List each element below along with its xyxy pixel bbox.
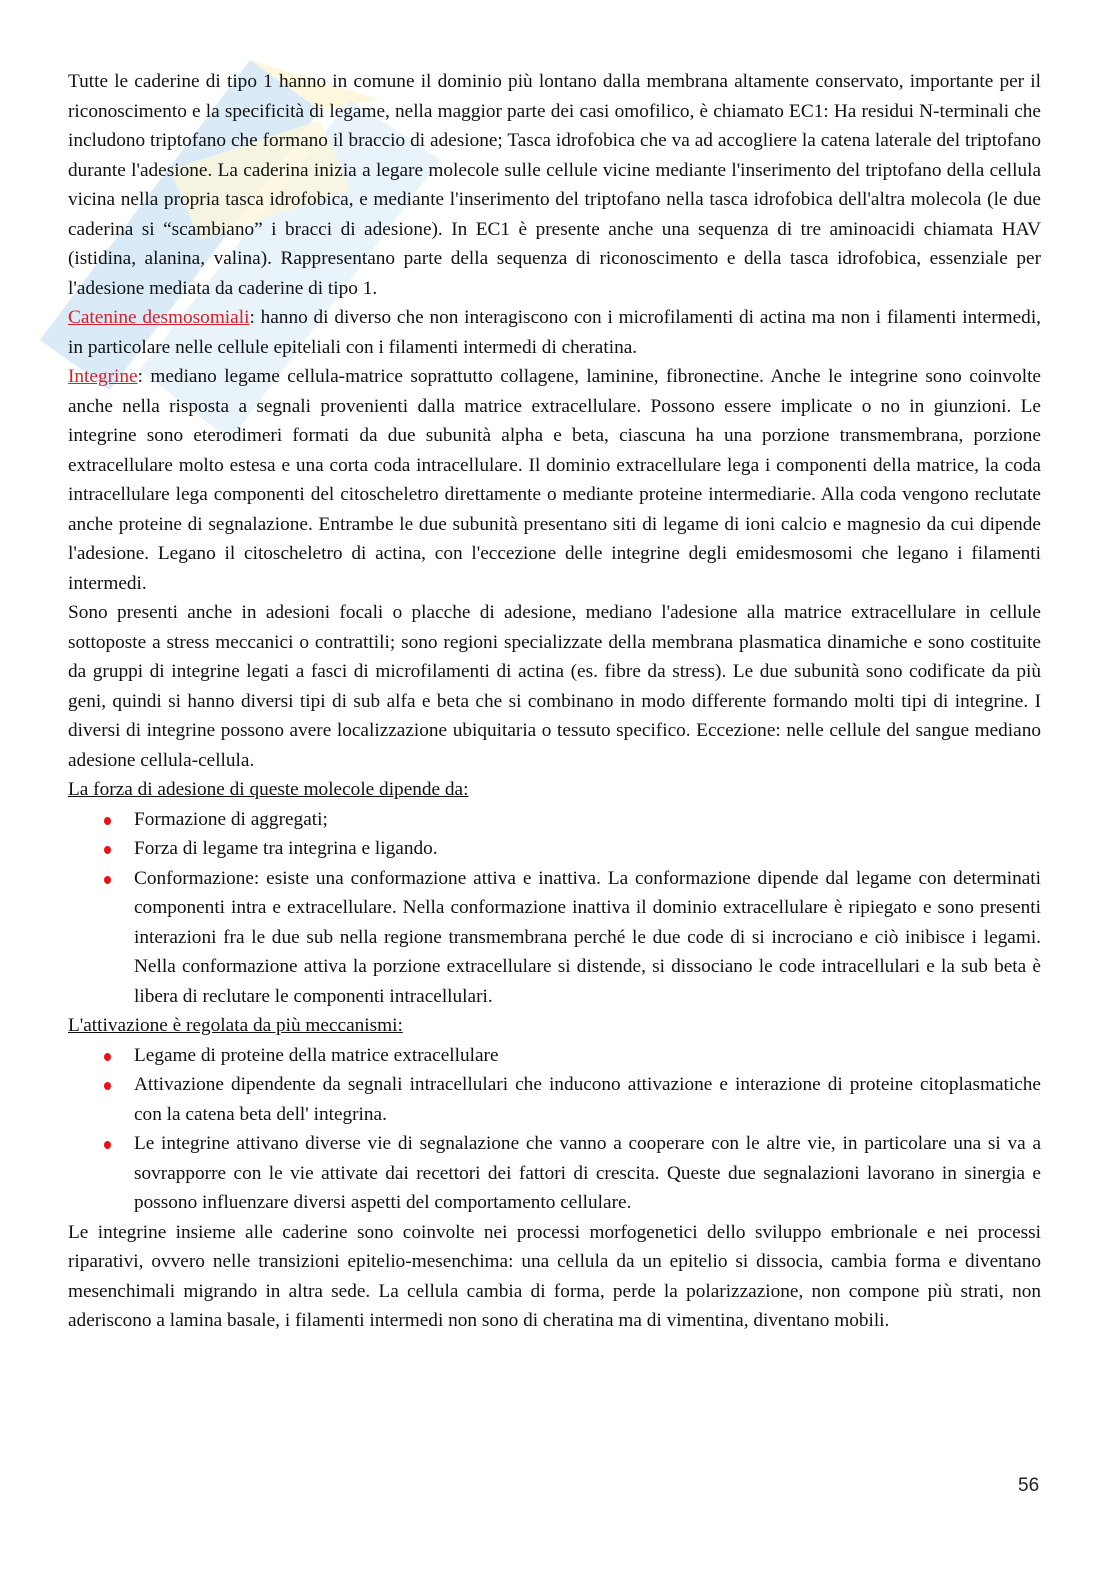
list-attivazione bbox=[68, 1041, 1041, 1218]
paragraph-adesioni-focali: Sono presenti anche in adesioni focali o placche di adesione, mediano l'adesione alla matrice extracellulare in cellule sottoposte a stress meccanici o contrattili; sono regioni specializzate della membrana plasmatica dinamiche e sono costituite da gruppi di integrine legati a fasci di microfilamenti di actina (es. fibre da stress). Le due subunità sono codificate da più geni, quindi si hanno diversi tipi di sub alfa e beta che si combinano in modo differente formando molti tipi di integrine. I diversi di integrine possono avere localizzazione ubiquitaria o tessuto specifico. Eccezione: nelle cellule del sangue mediano adesione cellula-cellula. bbox=[68, 602, 1041, 771]
catenine-text: : hanno di diverso che non interagiscono con i microfilamenti di actina ma non i filamenti intermedi, in particolare nelle cellule epiteliali con i filamenti intermedi di cheratina. bbox=[68, 307, 1041, 358]
paragraph-caderine: Tutte le caderine di tipo 1 hanno in comune il dominio più lontano dalla membrana altamente conservato, importante per il riconoscimento e la specificità di legame, nella maggior parte dei casi omofilico, è chiamato EC1: Ha residui N-terminali che includono triptofano che formano il braccio di adesione; Tasca idrofobica che va ad accogliere la catena laterale del triptofano durante l'adesione. La caderina inizia a legare molecole sulle cellule vicine mediante l'inserimento del triptofano della cellula vicina nella propria tasca idrofobica, e mediante l'inserimento del triptofano nella tasca idrofobica dell'altra molecola (le due caderina si “scambiano” i bracci di adesione). In EC1 è presente anche una sequenza di tre aminoacidi chiamata HAV (istidina, alanina, valina). Rappresentano parte della sequenza di riconoscimento e della tasca idrofobica, essenziale per l'adesione mediata da caderine di tipo 1. bbox=[68, 71, 1041, 299]
list-item: Forza di legame tra integrina e ligando. bbox=[134, 834, 1041, 864]
heading-forza-adesione: La forza di adesione di queste molecole dipende da: bbox=[68, 779, 469, 800]
list-item: Legame di proteine della matrice extracellulare bbox=[134, 1041, 1041, 1071]
document-page bbox=[68, 67, 1041, 1336]
bullet-icon bbox=[104, 1082, 111, 1090]
list-item: Formazione di aggregati; bbox=[134, 805, 1041, 835]
list-item: Attivazione dipendente da segnali intracellulari che inducono attivazione e interazione di proteine citoplasmatiche con la catena beta dell' integrina. bbox=[134, 1070, 1041, 1129]
paragraph-transizione-epitelio-mesenchima: Le integrine insieme alle caderine sono coinvolte nei processi morfogenetici dello sviluppo embrionale e nei processi riparativi, ovvero nelle transizioni epitelio-mesenchima: una cellula da un epitelio si dissocia, cambia forma e diventano mesenchimali migrando in altra sede. La cellula cambia di forma, perde la polarizzazione, non compone più strati, non aderiscono a lamina basale, i filamenti intermedi non sono di cheratina ma di vimentina, diventano mobili. bbox=[68, 1221, 1041, 1331]
integrine-text: : mediano legame cellula-matrice soprattutto collagene, laminine, fibronectine. Anche le integrine sono coinvolte anche nella risposta a segnali provenienti dalla matrice extracellulare. Possono essere implicate o no in giunzioni. Le integrine sono eterodimeri formati da due subunità alpha e beta, ciascuna ha una porzione transmembrana, porzione extracellulare molto estesa e una corta coda intracellulare. Il dominio extracellulare lega i componenti della matrice, la coda intracellulare lega componenti del citoscheletro direttamente o mediante proteine intermediarie. Alla coda vengono reclutate anche proteine di segnalazione. Entrambe le due subunità presentano siti di legame di ioni calcio e magnesio da cui dipende l'adesione. Legano il citoscheletro di actina, con l'eccezione delle integrine degli emidesmosomi che legano i filamenti intermedi. bbox=[68, 366, 1041, 594]
paragraph-integrine bbox=[68, 362, 1041, 598]
bullet-icon bbox=[104, 1141, 111, 1149]
heading-attivazione: L'attivazione è regolata da più meccanismi: bbox=[68, 1015, 403, 1036]
bullet-icon bbox=[104, 846, 111, 854]
paragraph-catenine bbox=[68, 303, 1041, 362]
list-item: Le integrine attivano diverse vie di segnalazione che vanno a cooperare con le altre vie, in particolare una si va a sovrapporre con le vie attivate dai recettori dei fattori di crescita. Queste due segnalazioni lavorano in sinergia e possono influenzare diversi aspetti del comportamento cellulare. bbox=[134, 1129, 1041, 1218]
term-catenine-desmosomiali: Catenine desmosomiali bbox=[68, 307, 250, 328]
bullet-icon bbox=[104, 876, 111, 884]
list-forza-adesione bbox=[68, 805, 1041, 1012]
list-item: Conformazione: esiste una conformazione attiva e inattiva. La conformazione dipende dal legame con determinati componenti intra e extracellulare. Nella conformazione inattiva il dominio extracellulare è ripiegato e sono presenti interazioni fra le due sub nella regione transmembrana perché le due code di si incrociano e ciò inibisce i legami. Nella conformazione attiva la porzione extracellulare si distende, si dissociano le code intracellulari e la sub beta è libera di reclutare le componenti intracellulari. bbox=[134, 864, 1041, 1012]
bullet-icon bbox=[104, 817, 111, 825]
bullet-icon bbox=[104, 1053, 111, 1061]
page-number: 56 bbox=[1018, 1475, 1040, 1496]
term-integrine: Integrine bbox=[68, 366, 138, 387]
